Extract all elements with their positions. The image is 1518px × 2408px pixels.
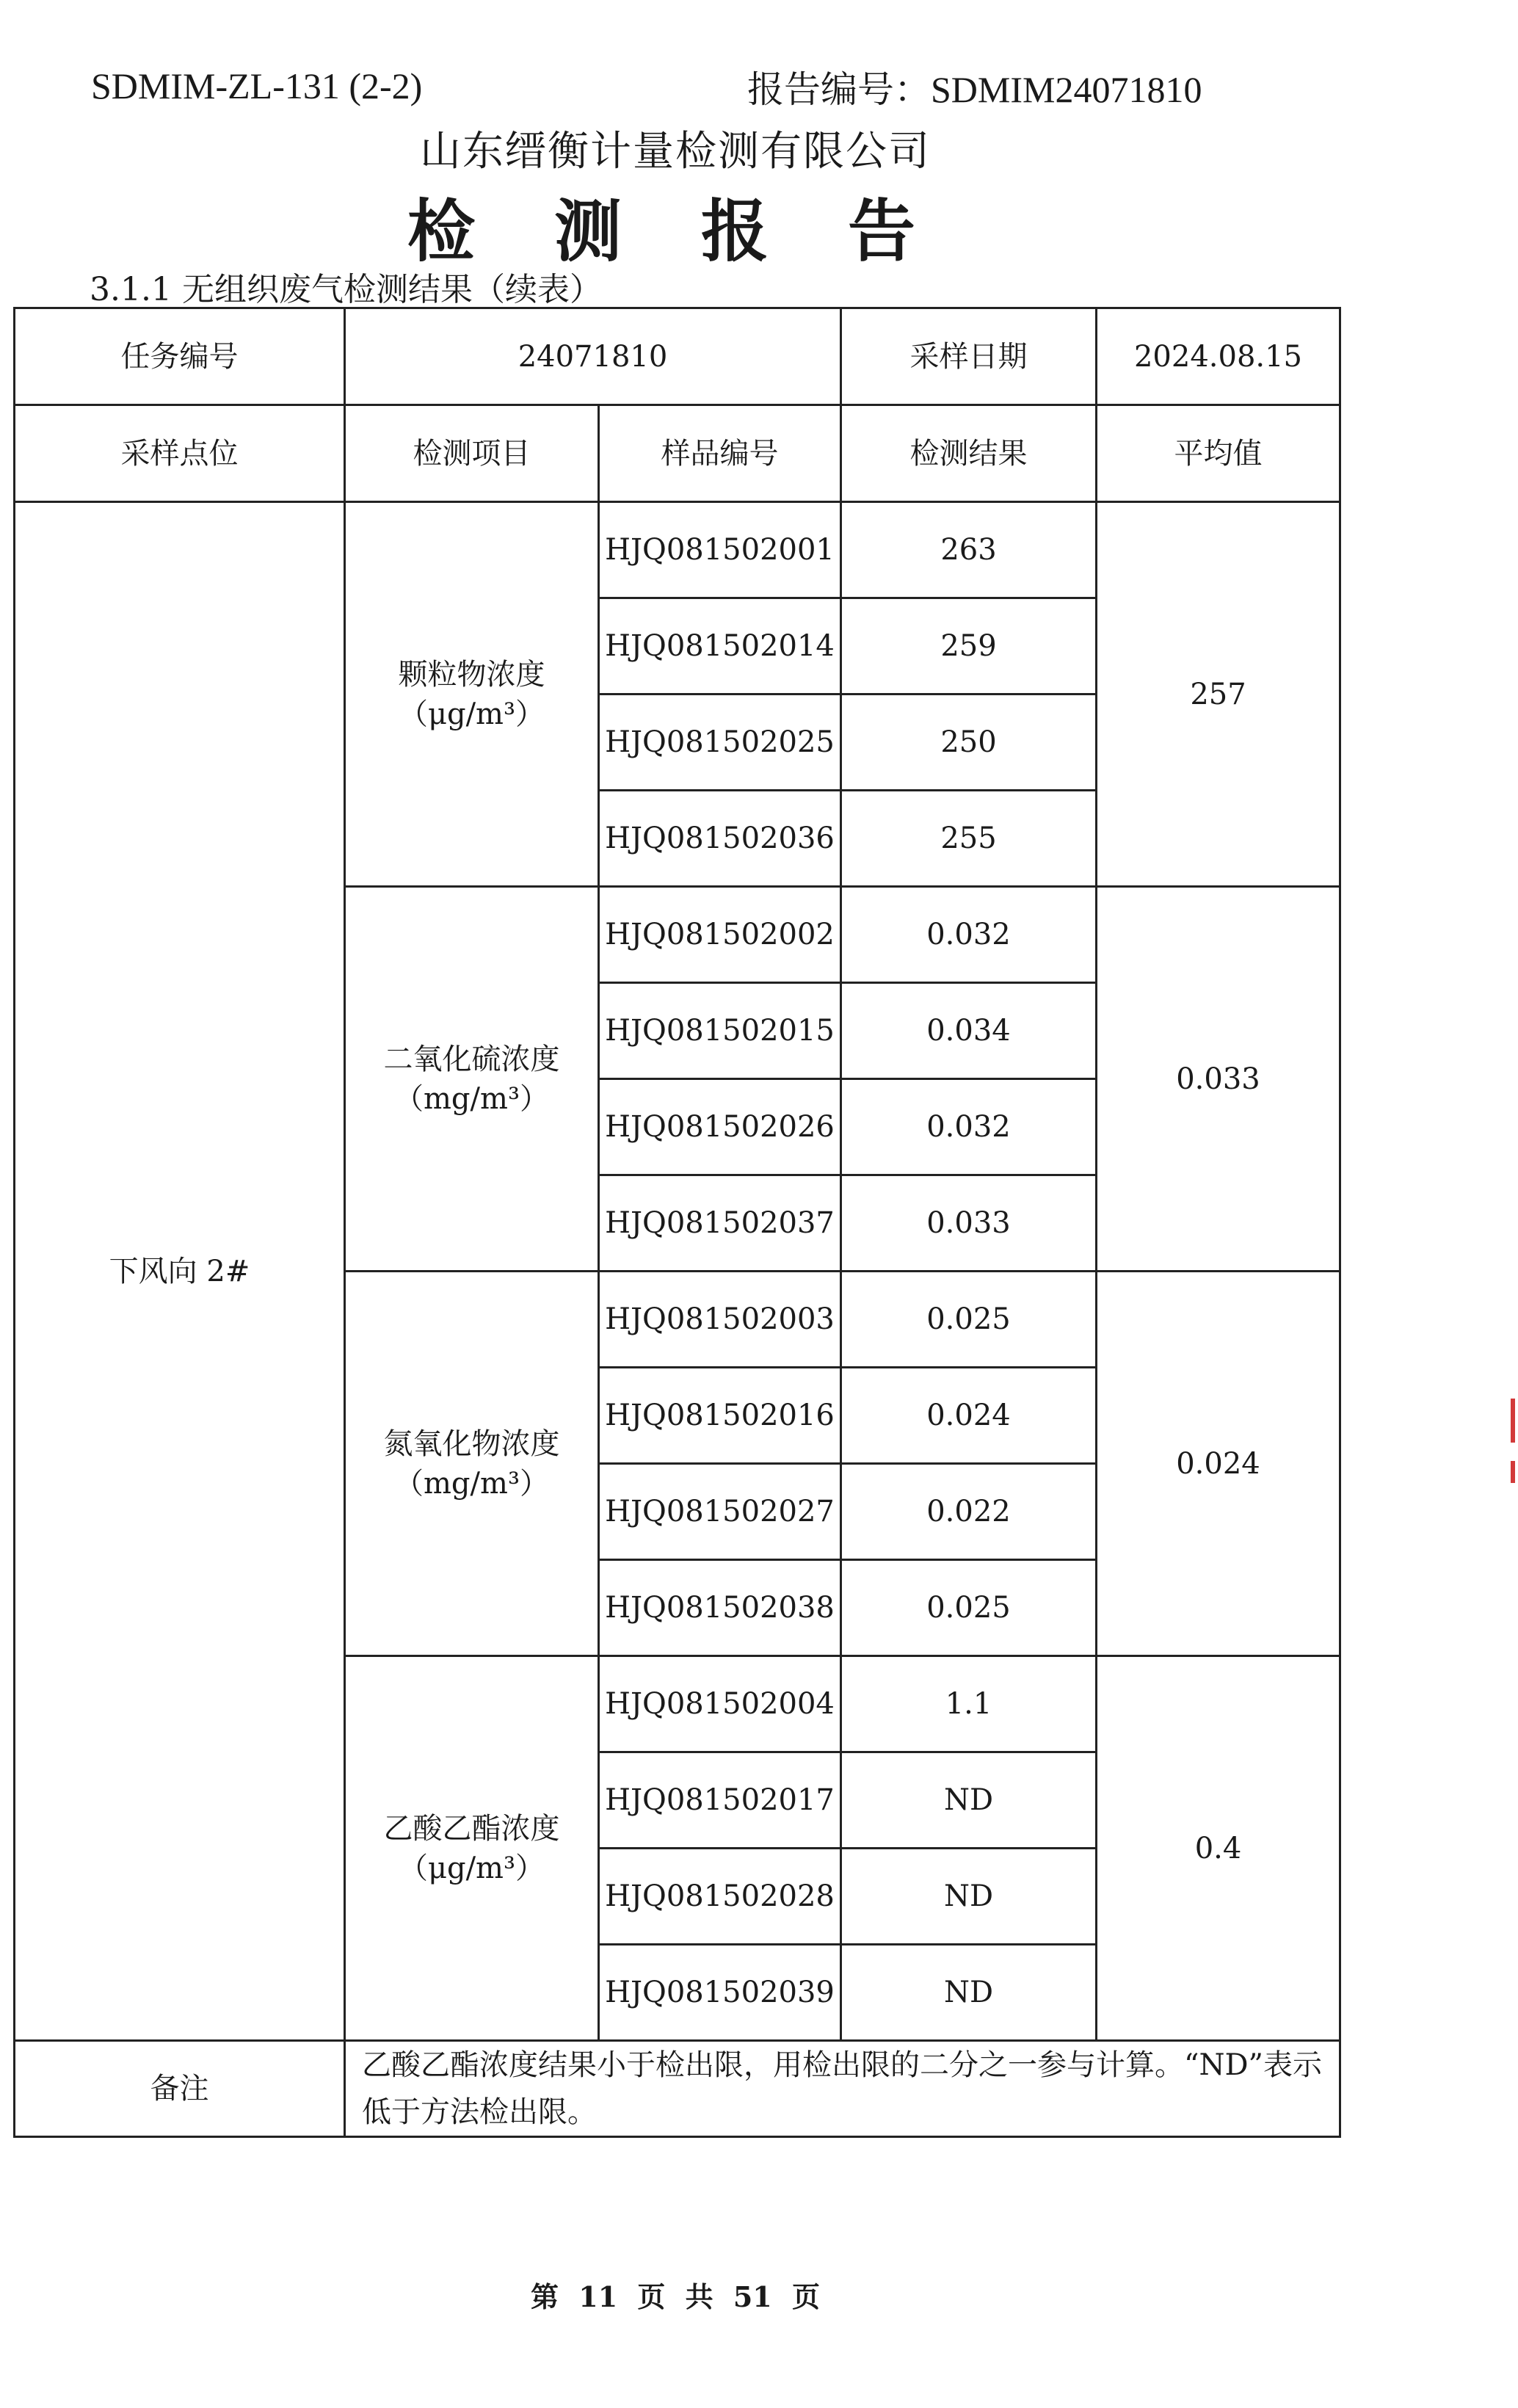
note-text: 乙酸乙酯浓度结果小于检出限，用检出限的二分之一参与计算。“ND”表示低于方法检出限。 bbox=[345, 2041, 1340, 2137]
column-header-row bbox=[15, 405, 1340, 502]
test-result: 259 bbox=[841, 598, 1097, 695]
test-result: 1.1 bbox=[841, 1656, 1097, 1752]
test-item-name: 氮氧化物浓度 bbox=[383, 1426, 560, 1461]
task-label: 任务编号 bbox=[15, 308, 345, 405]
test-result: 250 bbox=[841, 695, 1097, 791]
note-row bbox=[15, 2041, 1340, 2137]
test-result: 0.032 bbox=[841, 887, 1097, 983]
test-result: 0.032 bbox=[841, 1079, 1097, 1175]
test-item-unit: （mg/m³） bbox=[394, 1081, 549, 1116]
test-result: 0.034 bbox=[841, 983, 1097, 1079]
company-name: 山东缙衡计量检测有限公司 bbox=[420, 128, 931, 175]
edge-mark bbox=[1511, 1461, 1515, 1483]
test-item bbox=[345, 887, 599, 1272]
col-header-average: 平均值 bbox=[1097, 405, 1340, 502]
test-result: 255 bbox=[841, 791, 1097, 887]
sample-id: HJQ081502014 bbox=[599, 598, 841, 695]
test-item-name: 颗粒物浓度 bbox=[398, 657, 545, 692]
test-item bbox=[345, 1656, 599, 2041]
test-item-name: 乙酸乙酯浓度 bbox=[383, 1811, 560, 1846]
results-table bbox=[13, 307, 1341, 2138]
sample-id: HJQ081502001 bbox=[599, 502, 841, 598]
sample-id: HJQ081502028 bbox=[599, 1849, 841, 1945]
test-result: ND bbox=[841, 1752, 1097, 1849]
report-number: 报告编号：SDMIM24071810 bbox=[747, 69, 1202, 110]
sample-id: HJQ081502004 bbox=[599, 1656, 841, 1752]
col-header-sample-id: 样品编号 bbox=[599, 405, 841, 502]
date-value: 2024.08.15 bbox=[1097, 308, 1340, 405]
section-heading: 3.1.1 无组织废气检测结果（续表） bbox=[90, 271, 602, 308]
test-result: 0.025 bbox=[841, 1272, 1097, 1368]
average-value: 0.024 bbox=[1097, 1272, 1340, 1656]
sample-id: HJQ081502037 bbox=[599, 1175, 841, 1272]
col-header-result: 检测结果 bbox=[841, 405, 1097, 502]
test-result: ND bbox=[841, 1849, 1097, 1945]
sample-id: HJQ081502026 bbox=[599, 1079, 841, 1175]
test-item bbox=[345, 1272, 599, 1656]
page-footer: 第 11 页 共 51 页 bbox=[531, 2280, 820, 2313]
col-header-location: 采样点位 bbox=[15, 405, 345, 502]
average-value: 257 bbox=[1097, 502, 1340, 887]
col-header-item: 检测项目 bbox=[345, 405, 599, 502]
task-value: 24071810 bbox=[345, 308, 841, 405]
test-result: 0.024 bbox=[841, 1368, 1097, 1464]
page-title: 检 测 报 告 bbox=[407, 192, 944, 271]
edge-mark bbox=[1511, 1399, 1515, 1443]
sample-id: HJQ081502038 bbox=[599, 1560, 841, 1656]
date-label: 采样日期 bbox=[841, 308, 1097, 405]
average-value: 0.4 bbox=[1097, 1656, 1340, 2041]
sample-id: HJQ081502015 bbox=[599, 983, 841, 1079]
test-result: 0.025 bbox=[841, 1560, 1097, 1656]
test-item-unit: （μg/m³） bbox=[398, 697, 545, 731]
sample-id: HJQ081502017 bbox=[599, 1752, 841, 1849]
note-label: 备注 bbox=[15, 2041, 345, 2137]
form-code: SDMIM-ZL-131 (2-2) bbox=[91, 65, 423, 106]
test-item-name: 二氧化硫浓度 bbox=[383, 1042, 560, 1076]
average-value: 0.033 bbox=[1097, 887, 1340, 1272]
test-result: 0.022 bbox=[841, 1464, 1097, 1560]
sample-id: HJQ081502025 bbox=[599, 695, 841, 791]
test-item-unit: （mg/m³） bbox=[394, 1466, 549, 1501]
sampling-location: 下风向 2# bbox=[15, 502, 345, 2041]
sample-id: HJQ081502003 bbox=[599, 1272, 841, 1368]
test-result: ND bbox=[841, 1945, 1097, 2041]
table-row bbox=[15, 502, 1340, 598]
sample-id: HJQ081502036 bbox=[599, 791, 841, 887]
sample-id: HJQ081502002 bbox=[599, 887, 841, 983]
sample-id: HJQ081502027 bbox=[599, 1464, 841, 1560]
test-result: 0.033 bbox=[841, 1175, 1097, 1272]
test-item bbox=[345, 502, 599, 887]
task-row bbox=[15, 308, 1340, 405]
test-result: 263 bbox=[841, 502, 1097, 598]
sample-id: HJQ081502016 bbox=[599, 1368, 841, 1464]
test-item-unit: （μg/m³） bbox=[398, 1851, 545, 1885]
sample-id: HJQ081502039 bbox=[599, 1945, 841, 2041]
